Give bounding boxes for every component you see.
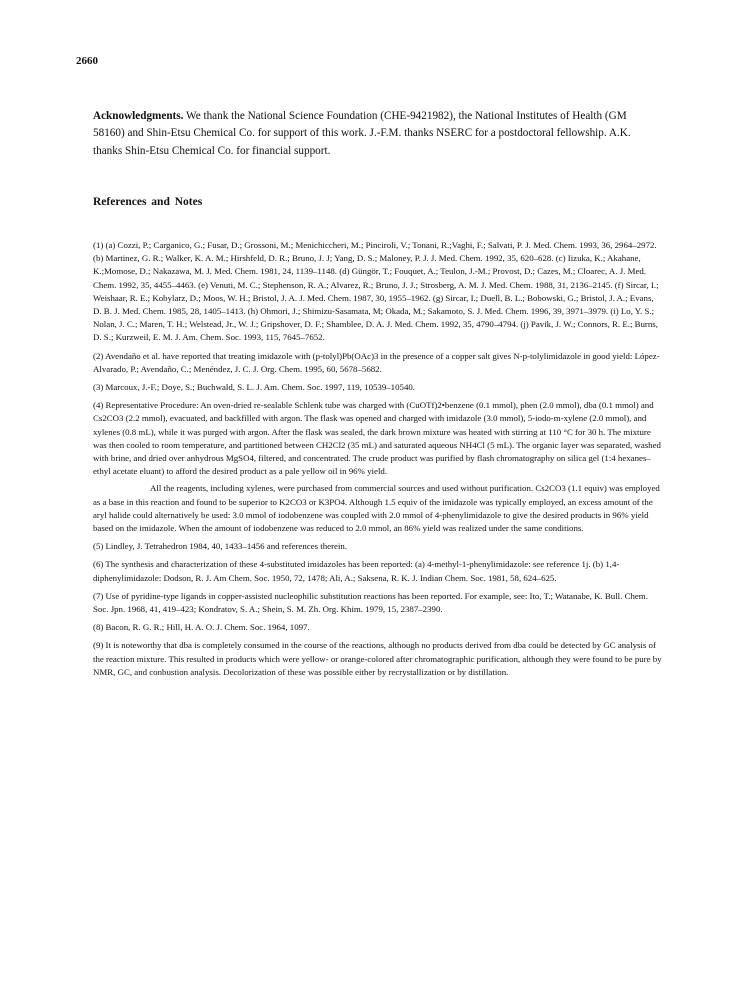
references-heading: References and Notes (93, 196, 203, 208)
reference-4-continued: All the reagents, including xylenes, were purchased from commercial sources and used without purification. Cs2CO3 (1.1 equiv) was employed as a base in this reaction and found to be superior to K2CO3 or K3PO4. Although 1.5 equiv of the imidazole was typically employed, an excess amount of the aryl halide could alternatively be used: 3.0 mmol of iodobenzene was coupled with 2.0 mmol of 4-phenylimidazole to give the desired products in 96% yield based on the imidazole. When the amount of iodobenzene was reduced to 2.0 mmol, an 86% yield was realized under the same conditions. (93, 483, 660, 534)
acknowledgments-paragraph (93, 108, 653, 160)
acknowledgments-heading: Acknowledgments. (93, 110, 184, 122)
reference-1: (1) (a) Cozzi, P.; Carganico, G.; Fusar, D.; Grossoni, M.; Menichiccheri, M.; Pinciroli, V.; Tonani, R.;Vaghi, F.; Salvati, P. J. Med. Chem. 1993, 36, 2964–2972. (b) Martinez, G. R.; Walker, K. A. M.; Hirshfeld, D. R.; Bruno, J. J; Yang, D. S.; Maloney, P. J. J. Med. Chem. 1992, 35, 620–628. (c) Iizuka, K.; Akahane, K.;Momose, D.; Nakazawa, M. J. Med. Chem. 1981, 24, 1139–1148. (d) Güngör, T.; Fouquet, A.; Teulon, J.-M.; Provost, D.; Cazes, M.; Cloarec, A. J. Med. Chem. 1992, 35, 4455–4463. (e) Venuti, M. C.; Stephenson, R. A.; Alvarez, R.; Bruno, J. J.; Strosberg, A. M. J. Med. Chem. 1988, 31, 2136–2145. (f) Sircar, I.; Weishaar, R. E.; Kobylarz, D.; Moos, W. H.; Bristol, J. A. J. Med. Chem. 1987, 30, 1955–1962. (g) Sircar, I.; Duell, B. L.; Bobowski, G.; Bristol, J. A.; Evans, D. B. J. Med. Chem. 1985, 28, 1405–1413. (h) Ohmori, J.; Shimizu-Sasamata, M; Okada, M.; Sakamoto, S. J. Med. Chem. 1996, 39, 3971–3979. (i) Lo, Y. S.; Nolan, J. C.; Maren, T. H.; Welstead, Jr., W. J.; Gripshover, D. F.; Shamblee, D. A. J. Med. Chem. 1992, 35, 4790–4794. (j) Pavik, J. W.; Connors, R. E.; Burns, D. S.; Kurzweil, E. M. J. Am. Chem. Soc. 1993, 115, 7645–7652. (93, 240, 659, 343)
reference-2: (2) Avendaño et al. have reported that treating imidazole with (p-tolyl)Pb(OAc)3 in the presence of a copper salt gives N-p-tolylimidazole in good yield: López-Alvarado, P.; Avendaño, C.; Menéndez, J. C. J. Org. Chem. 1995, 60, 5678–5682. (93, 350, 660, 374)
reference-6: (6) The synthesis and characterization of these 4-substituted imidazoles has been reported: (a) 4-methyl-1-phenylimidazole: see reference 1j. (b) 1,4-diphenylimidazole: Dodson, R. J. Am Chem. Soc. 1950, 72, 1478; Ali, A.; Saksena, R. K. J. Indian Chem. Soc. 1981, 58, 624–625. (93, 559, 620, 583)
reference-9: (9) It is noteworthy that dba is completely consumed in the course of the reactions, although no products derived from dba could be detected by GC analysis of the reaction mixture. This resulted in products which were yellow- or orange-colored after chromatographic purification, although they were found to be pure by NMR, GC, and conbustion analysis. Decolorization of these was possible either by recrystallization or by distillation. (93, 640, 662, 677)
reference-3: (3) Marcoux, J.-F.; Doye, S.; Buchwald, S. L. J. Am. Chem. Soc. 1997, 119, 10539–10540. (93, 382, 415, 393)
reference-8: (8) Bacon, R. G. R.; Hill, H. A. O. J. Chem. Soc. 1964, 1097. (93, 622, 310, 633)
reference-4: (4) Representative Procedure: An oven-dried re-sealable Schlenk tube was charged with (CuOTf)2•benzene (0.1 mmol), phen (2.0 mmol), dba (0.1 mmol) and Cs2CO3 (2.2 mmol), evacuated, and backfilled with argon. The flask was opened and charged with imidazole (3.0 mmol), 5-iodo-m-xylene (2.0 mmol), and xylenes (0.8 mL), while it was purged with argon. After the flask was sealed, the dark brown mixture was heated with stirring at 110 °C for 30 h. The mixture was then cooled to room temperature, and partitioned between CH2Cl2 (35 mL) and saturated aqueous NH4Cl (5 mL). The organic layer was separated, washed with brine, and dried over anhydrous MgSO4, filtered, and concentrated. The crude product was purified by flash chromatography on silica gel (1:4 hexanes–ethyl acetate eluant) to afford the desired product as a pale yellow oil in 96% yield. (93, 400, 661, 477)
references-list (93, 239, 663, 684)
acknowledgments-text: We thank the National Science Foundation (CHE-9421982), the National Institutes of Health (GM 58160) and Shin-Etsu Chemical Co. for support of this work. J.-F.M. thanks NSERC for a postdoctoral fellowship. A.K. thanks Shin-Etsu Chemical Co. for financial support. (93, 110, 631, 157)
reference-7: (7) Use of pyridine-type ligands in copper-assisted nucleophilic substitution reactions has been reported. For example, see: Ito, T.; Watanabe, K. Bull. Chem. Soc. Jpn. 1968, 41, 419–423; Kondratov, S. A.; Shein, S. M. Zh. Org. Khim. 1979, 15, 2387–2390. (93, 590, 648, 615)
page-number: 2660 (76, 55, 98, 67)
reference-5: (5) Lindley, J. Tetrahedron 1984, 40, 1433–1456 and references therein. (93, 541, 348, 552)
